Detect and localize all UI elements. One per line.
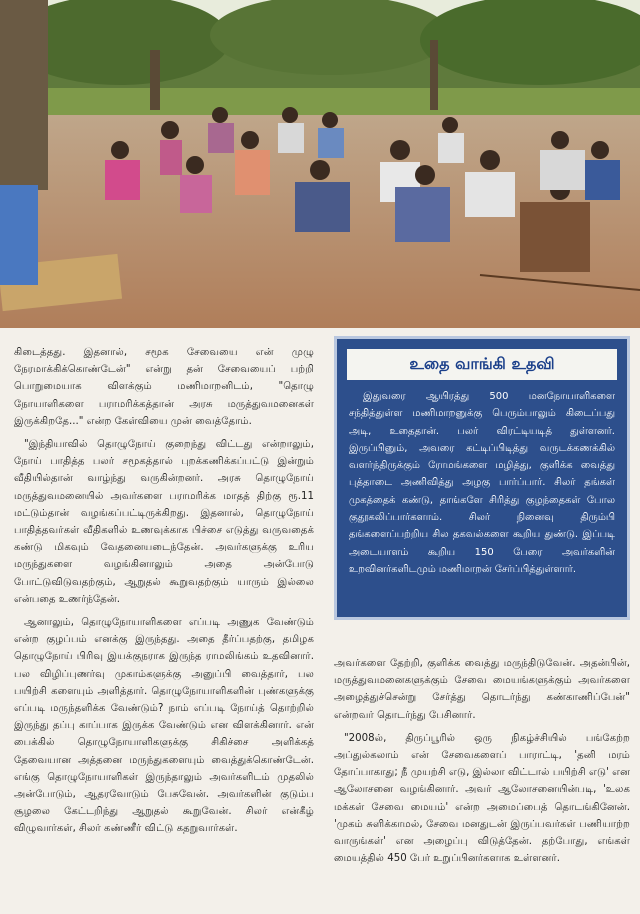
paragraph: அவர்களை தேற்றி, குளிக்க வைத்து மருந்திடுவேன். அதன்பின், மருத்துவமனைகளுக்கும் சேவை மையங்களுக்கும் அவர்களை அழைத்துச்சென்று சேர்த்து தொடர்ந்து கண்காணிப்பேன்" என்றவர் தொடர்ந்து பேசினார். (334, 658, 630, 721)
paragraph: கிடைத்தது. இதனால், சமூக சேவையை என் முழு நேரமாக்கிக்கொண்டேன்" என்று தன் சேவையைப் பற்றி பொறுமையாக விளக்கும் மணிமாறனிடம், "தொழு நோயாளிகளை பராமரிக்கத்தான் அரசு மருத்துவமனைகள் இருக்கிறதே..." என்ற கேள்வியை முன் வைத்தோம். (14, 347, 314, 427)
box-title: உதை வாங்கி உதவி (347, 349, 617, 380)
paragraph: "இந்தியாவில் தொழுநோய் குறைந்து விட்டது என்றாலும், நோய் பாதித்த பலர் சமூகத்தால் புறக்கணிக்கப்பட்டு இன்றும் வீதியில்தான் வாழ்ந்து வருகின்றனர். அரசு தொழுநோய் மருத்துவமனையில் அவர்களை பராமரிக்க மாதத் திற்கு ரூ.11 மட்டும்தான் வழங்கப்பட்டிருக்கிறது. இதனால், தொழுநோய் பாதித்தவர்கள் வீதிகளில் உணவுக்காக பிச்சை எடுத்து வருவதைக் கண்டு மிகவும் வேதனையடைந்தேன். அவர்களுக்கு உரிய மருந்துகளை வழங்கினாலும் அதை அன்போடு போட்டுவிடுவதற்கும், ஆறுதல் கூறுவதற்கும் யாரும் இல்லை என்பதை உணர்ந்தேன். (14, 439, 314, 605)
sidebar-box (334, 336, 630, 620)
photo-illustration (0, 0, 640, 328)
paragraph: "2008ல், திருப்பூரில் ஒரு நிகழ்ச்சியில் பங்கேற்ற அப்துல்கலாம் என் சேவைகளைப் பாராட்டி, 'தனி மரம் தோப்பாகாது; நீ முயற்சி எடு, இல்லா விட்டால் பயிற்சி எடு' என ஆலோசனை வழங்கினார். அவர் ஆலோசனையின்படி, 'உலக மக்கள் சேவை மையம்' என்ற அமைப்பைத் தொடங்கினேன். 'முகம் சுளிக்காமல், சேவை மனதுடன் இருப்பவர்கள் பணியாற்ற வாருங்கள்' என அழைப்பு விடுத்தேன். தற்போது, எங்கள் மையத்தில் 450 பேர் உறுப்பினர்களாக உள்ளனர். (334, 732, 630, 865)
left-text-column (14, 344, 314, 904)
right-text-column (334, 655, 630, 905)
leprosy-patients-photo (0, 0, 640, 328)
paragraph: ஆனாலும், தொழுநோயாளிகளை எப்படி அணுக வேண்டும் என்ற குழப்பம் எனக்கு இருந்தது. அதை தீர்ப்பதற்கு, தமிழக தொழுநோய் பிரிவு இயக்குநராக இருந்த ராமலிங்கம் உதவினார். பல விழிப்புணர்வு முகாம்களுக்கு அனுப்பி வைத்தார், பல பயிற்சி களையும் அளித்தார். தொழுநோயாளிகளின் புண்களுக்கு எப்படி மருந்தளிக்க வேண்டும்? நாம் எப்படி நோய்த் தொற்றில் இருந்து தப்பு காப்பாக இருக்க வேண்டும் என விளக்கினார். என் பைக்கில் தொழுநோயாளிகளுக்கு சிகிச்சை அளிக்கத் தேவையான அத்தனை மருந்துகளையும் வைத்துக்கொண்டேன். எங்கு தொழுநோயாளிகள் இருந்தாலும் அவர்களிடம் முதலில் அன்போடும், ஆதரவோடும் பேசுவேன். அவர்களின் குடும்ப சூழலை கேட்டறிந்து ஆறுதல் கூறுவேன். சிலர் என்கீழ் விழுவார்கள், சிலர் கண்ணீர் விட்டு கதறுவார்கள். (14, 617, 314, 835)
box-body: இதுவரை ஆயிரத்து 500 மனநோயாளிகளை சந்தித்துள்ள மணிமாறனுக்கு பெரும்பாலும் கிடைப்பது அடி, உதைதான். பலர் விரட்டியடித் துள்ளனர். இருப்பினும், அவரை கட்டிப்பிடித்து வருடக்கணக்கில் வளர்ந்திருக்கும் ரோமங்களை மழித்து, குளிக்க வைத்து புத்தாடை அணிவித்து அழகு பார்ப்பார். சிலர் தங்கள் முகத்தைக் கண்டு, தாங்களே சிரித்து குழந்தைகள் போல குதூகலிப்பார்களாம். சிலர் நினைவு திரும்பி தங்களைப்பற்றிய சில தகவல்களை கூறிய துண்டு. இப்படி அடையாளம் கூறிய 150 பேரை அவர்களின் உறவினர்களிடமும் மணிமாறன் சேர்ப்பித்துள்ளார். (349, 391, 615, 575)
